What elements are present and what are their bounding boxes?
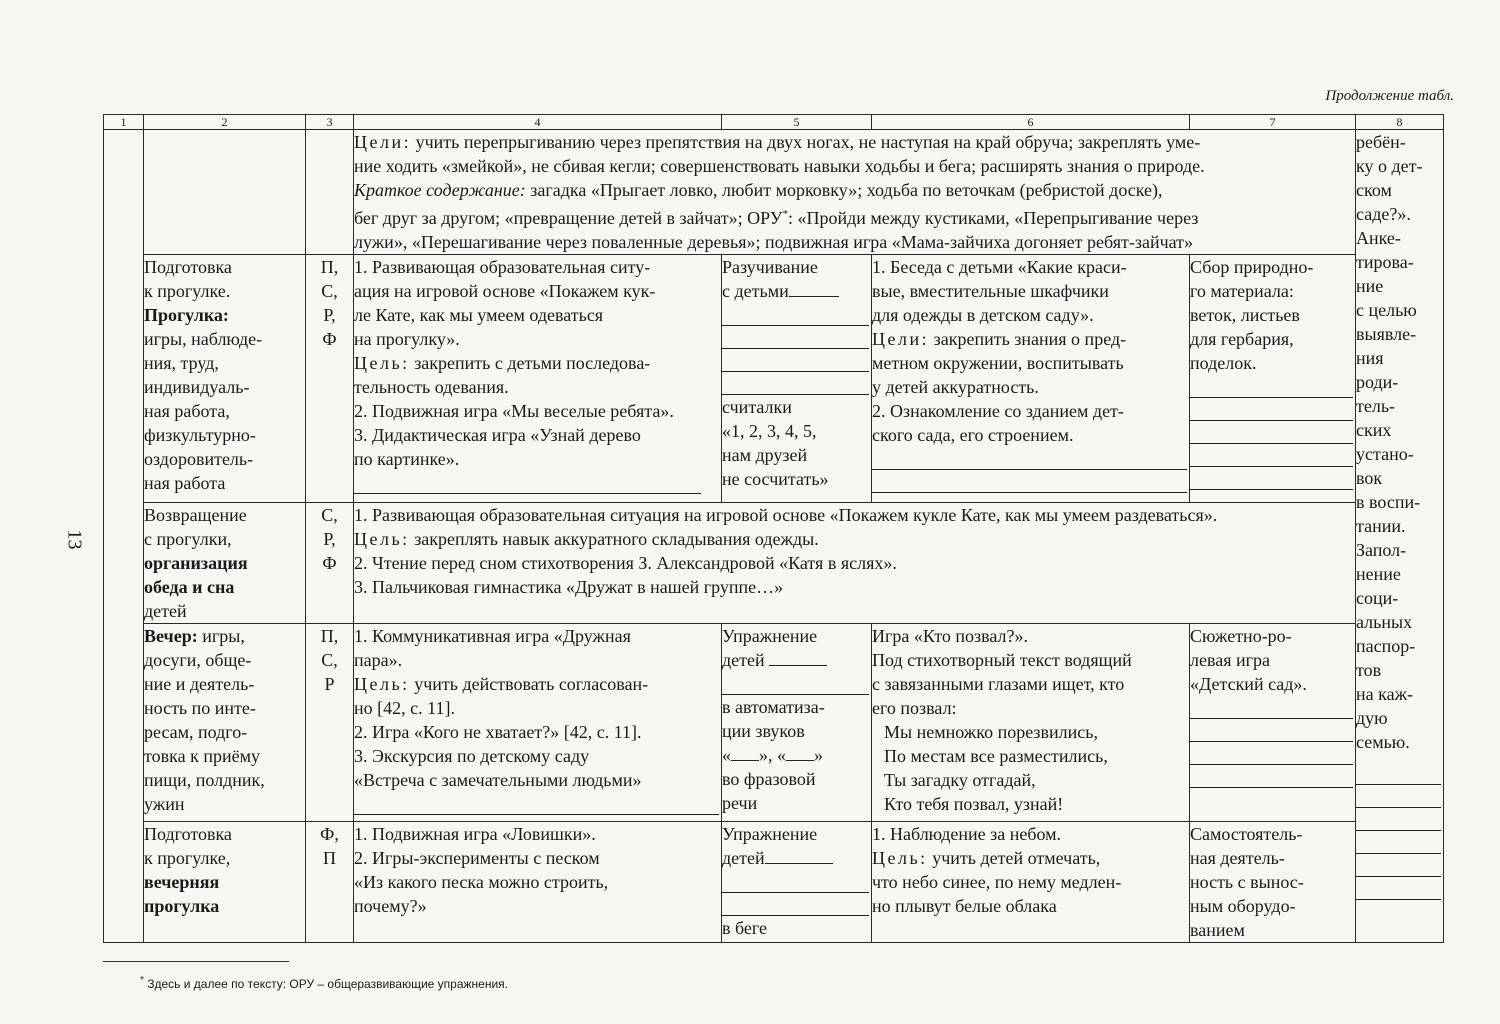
plan-table [103, 114, 1444, 943]
return-row [104, 503, 1444, 624]
return-activity: Возвращение с прогулки, организация обеда и сна детей [144, 503, 306, 624]
goals-col3 [306, 130, 354, 255]
blank-line [769, 649, 827, 666]
col-header-1: 1 [104, 115, 144, 130]
page-number: 13 [63, 529, 86, 550]
col1-cell [104, 130, 144, 943]
col-header-2: 2 [144, 115, 306, 130]
blank-line [1190, 467, 1353, 490]
blank-line [789, 280, 839, 297]
goals-text: Цели: учить перепрыгиванию через препятствия на двух ногах, не наступая на край обруча; закреплять уме- ние ходить «змейкой», не сбивая кегли; совершенствовать навыки ходьбы и бега; расширять знания о природе. Краткое содержание: загадка «Прыгает ловко, любит морковку»; ходьба по веточкам (ребристой доске), бег друг за другом; «превращение детей в зайчат»; ОРУ*: «Пройди между кустиками, «Перепрыгивание через лужи», «Перешагивание через поваленные деревья»; подвижная игра «Мама-зайчиха догоняет ребят-зайчат» [354, 130, 1356, 255]
evening-walk-individual: Упражнение детей в беге [722, 822, 872, 943]
blank-line [731, 744, 759, 761]
blank-line [1356, 877, 1441, 900]
blank-line [722, 349, 869, 372]
evening-walk-areas: Ф, П [306, 822, 354, 943]
blank-line [722, 672, 869, 695]
blank-line [1356, 762, 1441, 785]
evening-walk-row [104, 822, 1444, 943]
blank-line [722, 303, 869, 326]
col-header-8: 8 [1356, 115, 1444, 130]
evening-activity: Вечер: игры, досуги, обще- ние и деятель- ность по инте- ресам, подго- товка к приёму пищи, полдник, ужин [144, 624, 306, 822]
blank-line [722, 372, 869, 395]
blank-line [722, 326, 869, 349]
blank-line [1190, 421, 1353, 444]
blank-line [786, 744, 814, 761]
goals-col2 [144, 130, 306, 255]
evening-row [104, 624, 1444, 822]
table-continuation-caption: Продолжение табл. [1325, 88, 1454, 104]
blank-line [1190, 398, 1353, 421]
blank-line [765, 847, 833, 864]
blank-line [1190, 375, 1353, 398]
blank-line [1190, 719, 1353, 742]
col-header-6: 6 [872, 115, 1190, 130]
blank-line [1190, 765, 1353, 788]
col-header-7: 7 [1190, 115, 1356, 130]
evening-walk-environment: Самостоятель- ная деятель- ность с вынос- ным оборудо- ванием [1190, 822, 1356, 943]
walk-areas: П, С, Р, Ф [306, 255, 354, 503]
blank-line [1190, 742, 1353, 765]
blank-line [1356, 831, 1441, 854]
blank-line [872, 447, 1187, 470]
blank-line [1356, 808, 1441, 831]
walk-group-activity: 1. Развивающая образовательная ситу- ация на игровой основе «Покажем кук- ле Кате, как мы умеем одеваться на прогулку». Цель: закрепить с детьми последова- тельность одевания. 2. Подвижная игра «Мы веселые ребята». 3. Дидактическая игра «Узнай дерево по картинке». [354, 255, 722, 503]
evening-regime-moments: Игра «Кто позвал?». Под стихотворный текст водящий с завязанными глазами ищет, кто его позвал: Мы немножко порезвились, По местам все разместились, Ты загадку отгадай, Кто тебя позвал, узнай! [872, 624, 1190, 822]
evening-individual: Упражнение детей в автоматиза- ции звуков « », « » во фразовой речи [722, 624, 872, 822]
walk-regime-moments: 1. Беседа с детьми «Какие краси- вые, вместительные шкафчики для одежды в детском саду». Цели: закрепить знания о пред- метном окружении, воспитывать у детей аккуратность. 2. Ознакомление со зданием дет- ского сада, его строением. [872, 255, 1190, 503]
parents-column: ребён- ку о дет- ском саде?». Анке- тирова- ние с целью выявле- ния роди- тель- ских устано- вок в воспи- тании. Запол- нение соци- альных паспор- тов на каж- дую семью. [1356, 130, 1444, 943]
blank-line [354, 792, 719, 815]
blank-line [1190, 696, 1353, 719]
evening-walk-regime-moments: 1. Наблюдение за небом. Цель: учить детей отмечать, что небо синее, по нему медлен- но плывут белые облака [872, 822, 1190, 943]
evening-group-activity: 1. Коммуникативная игра «Дружная пара». Цель: учить действовать согласован- но [42, с. 11]. 2. Игра «Кого не хватает?» [42, с. 11]. 3. Экскурсия по детскому саду «Встреча с замечательными людьми» [354, 624, 722, 822]
walk-environment: Сбор природно- го материала: веток, листьев для гербария, поделок. [1190, 255, 1356, 503]
blank-line [872, 470, 1187, 493]
blank-line [722, 893, 869, 916]
footnote-separator [103, 961, 289, 962]
return-content: 1. Развивающая образовательная ситуация на игровой основе «Покажем кукле Кате, как мы умеем раздеваться». Цель: закреплять навык аккуратного складывания одежды. 2. Чтение перед сном стихотворения З. Александровой «Катя в яслях». 3. Пальчиковая гимнастика «Дружат в нашей группе…» [354, 503, 1356, 624]
goals-row [104, 130, 1444, 255]
evening-environment: Сюжетно-ро- левая игра «Детский сад». [1190, 624, 1356, 822]
footnote: * Здесь и далее по тексту: ОРУ – общеразвивающие упражнения. [140, 975, 509, 991]
evening-walk-activity: Подготовка к прогулке, вечерняя прогулка [144, 822, 306, 943]
walk-row [104, 255, 1444, 503]
blank-line [354, 471, 701, 494]
evening-walk-group-activity: 1. Подвижная игра «Ловишки». 2. Игры-эксперименты с песком «Из какого песка можно строить, почему?» [354, 822, 722, 943]
column-number-row [104, 115, 1444, 130]
return-areas: С, Р, Ф [306, 503, 354, 624]
evening-areas: П, С, Р [306, 624, 354, 822]
col-header-5: 5 [722, 115, 872, 130]
blank-line [1356, 854, 1441, 877]
col-header-4: 4 [354, 115, 722, 130]
walk-activity: Подготовка к прогулке. Прогулка: игры, наблюде- ния, труд, индивидуаль- ная работа, физкультурно- оздоровитель- ная работа [144, 255, 306, 503]
walk-individual: Разучивание с детьми считалки «1, 2, 3, 4, 5, нам друзей не сосчитать» [722, 255, 872, 503]
blank-line [1190, 444, 1353, 467]
blank-line [722, 870, 869, 893]
blank-line [1356, 785, 1441, 808]
col-header-3: 3 [306, 115, 354, 130]
